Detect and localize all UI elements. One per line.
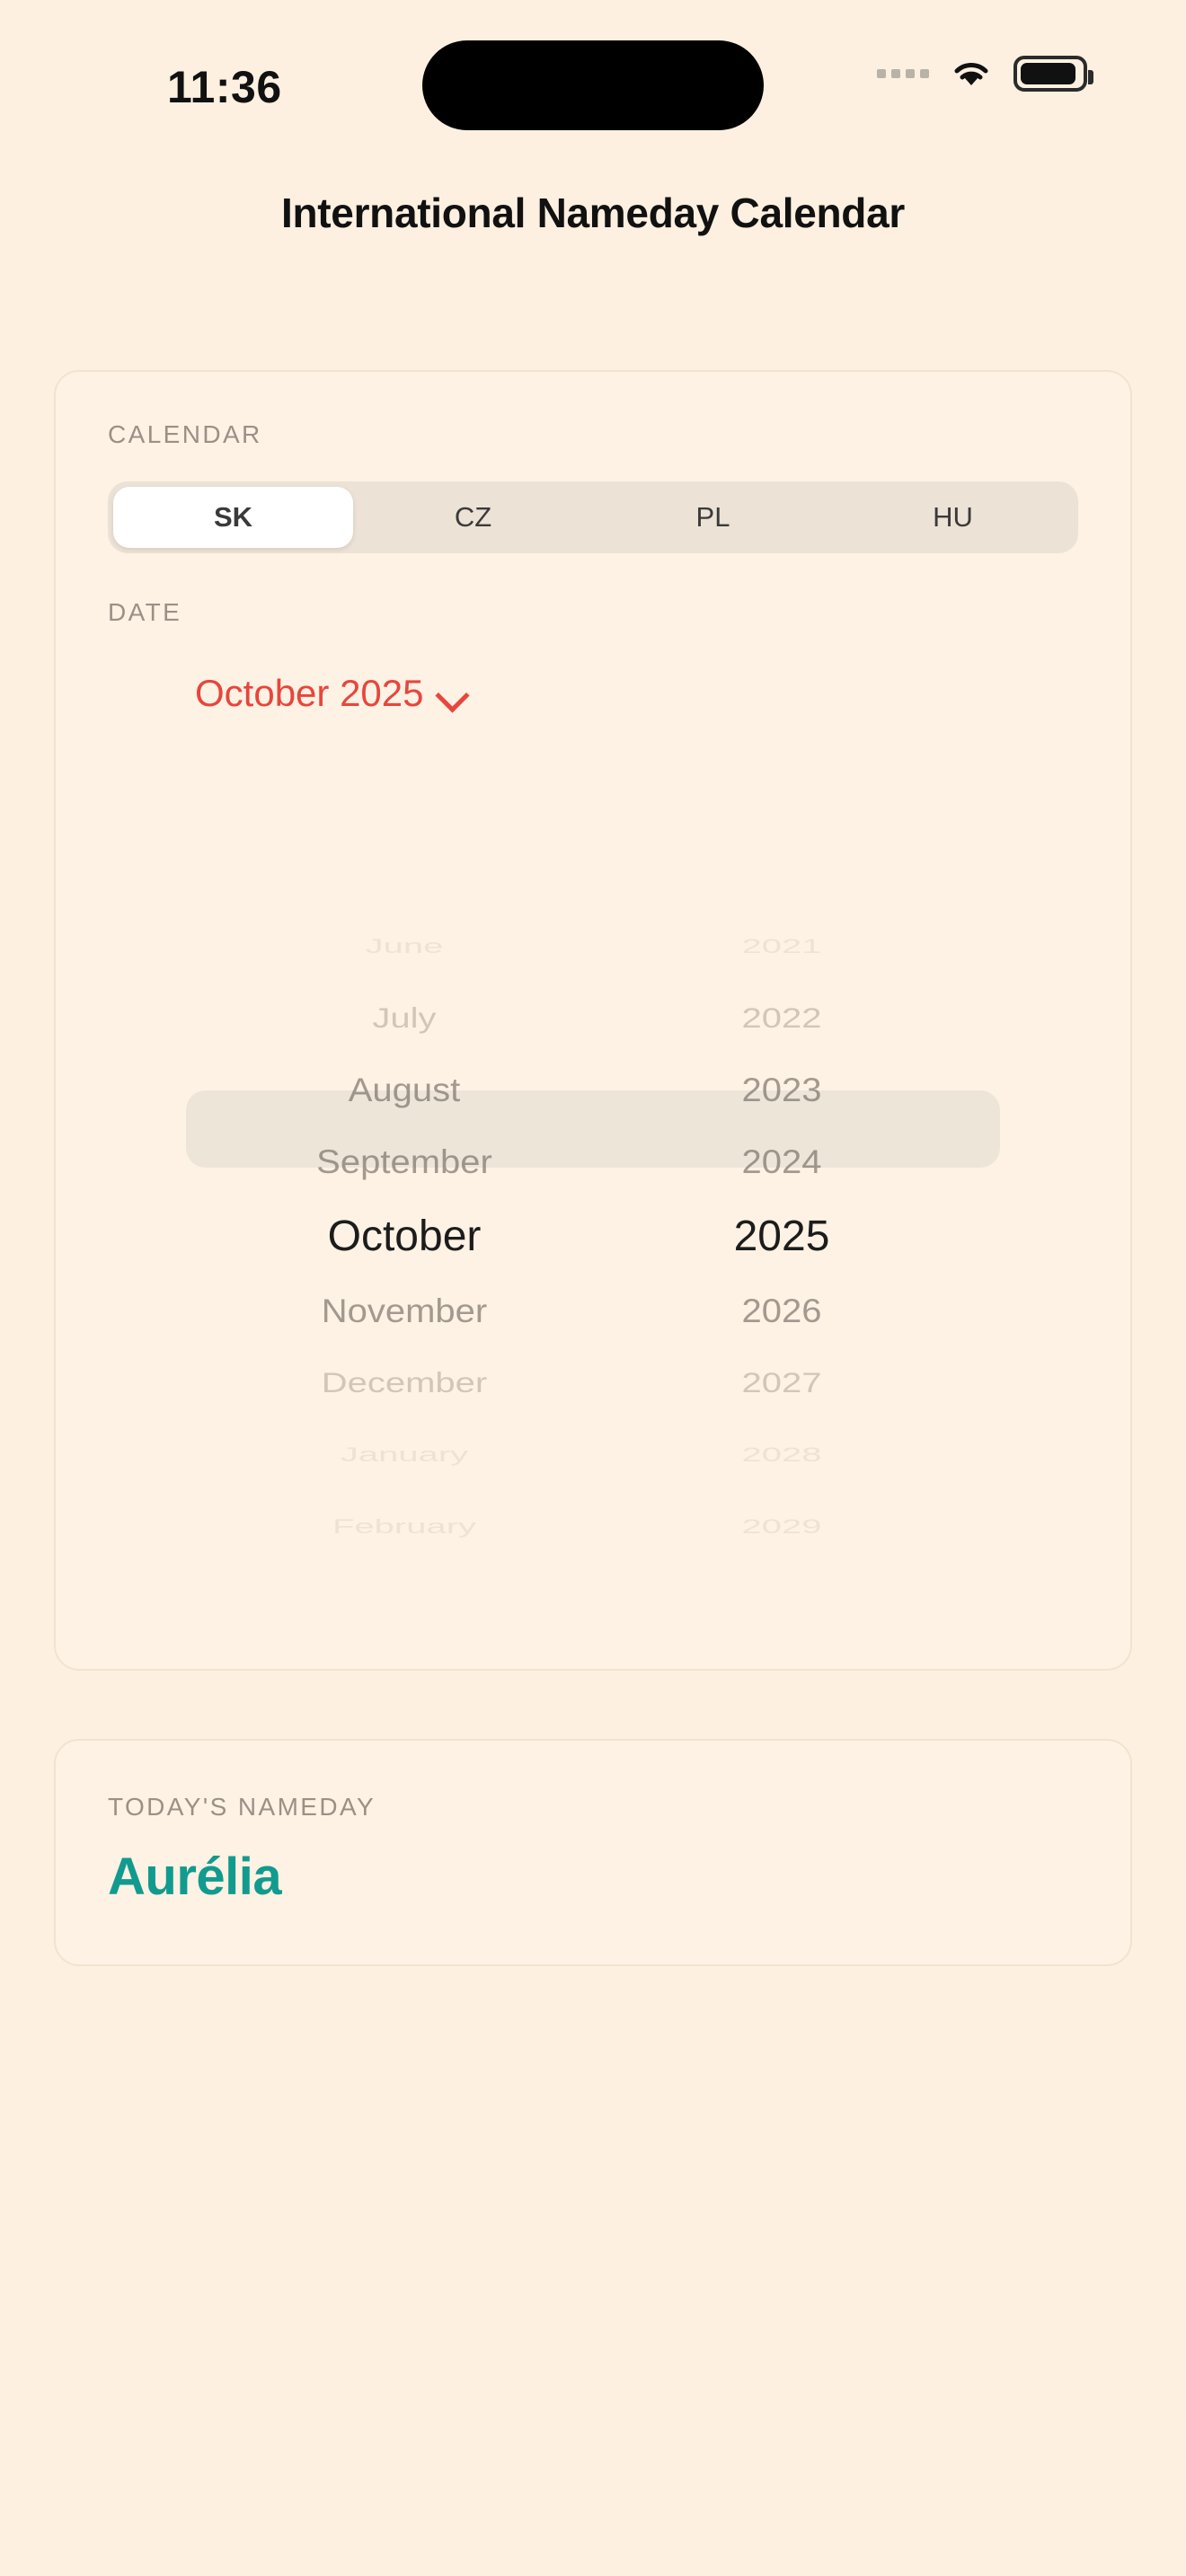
wifi-icon xyxy=(947,56,996,92)
segment-sk[interactable]: SK xyxy=(113,487,353,548)
year-option[interactable]: 2022 xyxy=(741,1002,822,1035)
year-option[interactable]: 2023 xyxy=(741,1072,822,1109)
month-option[interactable]: June xyxy=(365,935,444,958)
battery-icon xyxy=(1013,56,1087,92)
month-option[interactable]: August xyxy=(348,1072,461,1109)
month-option-selected[interactable]: October xyxy=(327,1213,482,1260)
status-time: 11:36 xyxy=(167,62,282,112)
status-indicators xyxy=(877,56,1087,92)
year-option[interactable]: 2028 xyxy=(741,1443,822,1467)
segment-pl[interactable]: PL xyxy=(695,501,730,533)
month-year-picker[interactable] xyxy=(56,911,1130,1539)
year-wheel[interactable] xyxy=(633,911,930,1563)
date-section-label: DATE xyxy=(108,598,182,626)
date-picker-trigger[interactable] xyxy=(195,672,467,715)
chevron-down-icon xyxy=(437,678,467,709)
dynamic-island xyxy=(422,40,764,130)
month-wheel[interactable] xyxy=(256,911,553,1563)
page-title: International Nameday Calendar xyxy=(281,190,905,236)
nameday-section-label: TODAY'S NAMEDAY xyxy=(108,1793,376,1821)
month-option[interactable]: January xyxy=(340,1443,469,1467)
year-option[interactable]: 2026 xyxy=(741,1292,822,1330)
status-bar xyxy=(0,0,1186,144)
month-option[interactable]: February xyxy=(332,1515,477,1539)
month-option[interactable]: September xyxy=(316,1143,492,1181)
segment-cz[interactable]: CZ xyxy=(454,501,492,533)
year-option[interactable]: 2021 xyxy=(741,935,822,958)
calendar-card xyxy=(54,370,1132,1671)
month-option[interactable]: November xyxy=(321,1292,488,1330)
month-option[interactable]: December xyxy=(321,1367,488,1399)
calendar-section-label: CALENDAR xyxy=(108,420,262,448)
year-option[interactable]: 2027 xyxy=(741,1367,822,1399)
date-picker-value: October 2025 xyxy=(195,672,424,714)
month-option[interactable]: July xyxy=(372,1002,437,1035)
todays-nameday-card xyxy=(54,1739,1132,1966)
year-option[interactable]: 2024 xyxy=(741,1143,822,1181)
signal-dots-icon xyxy=(877,69,929,78)
nameday-value: Aurélia xyxy=(108,1848,282,1906)
year-option[interactable]: 2029 xyxy=(741,1515,822,1539)
segment-hu[interactable]: HU xyxy=(933,501,973,533)
year-option-selected[interactable]: 2025 xyxy=(733,1213,830,1260)
calendar-language-segmented-control[interactable] xyxy=(108,481,1078,553)
